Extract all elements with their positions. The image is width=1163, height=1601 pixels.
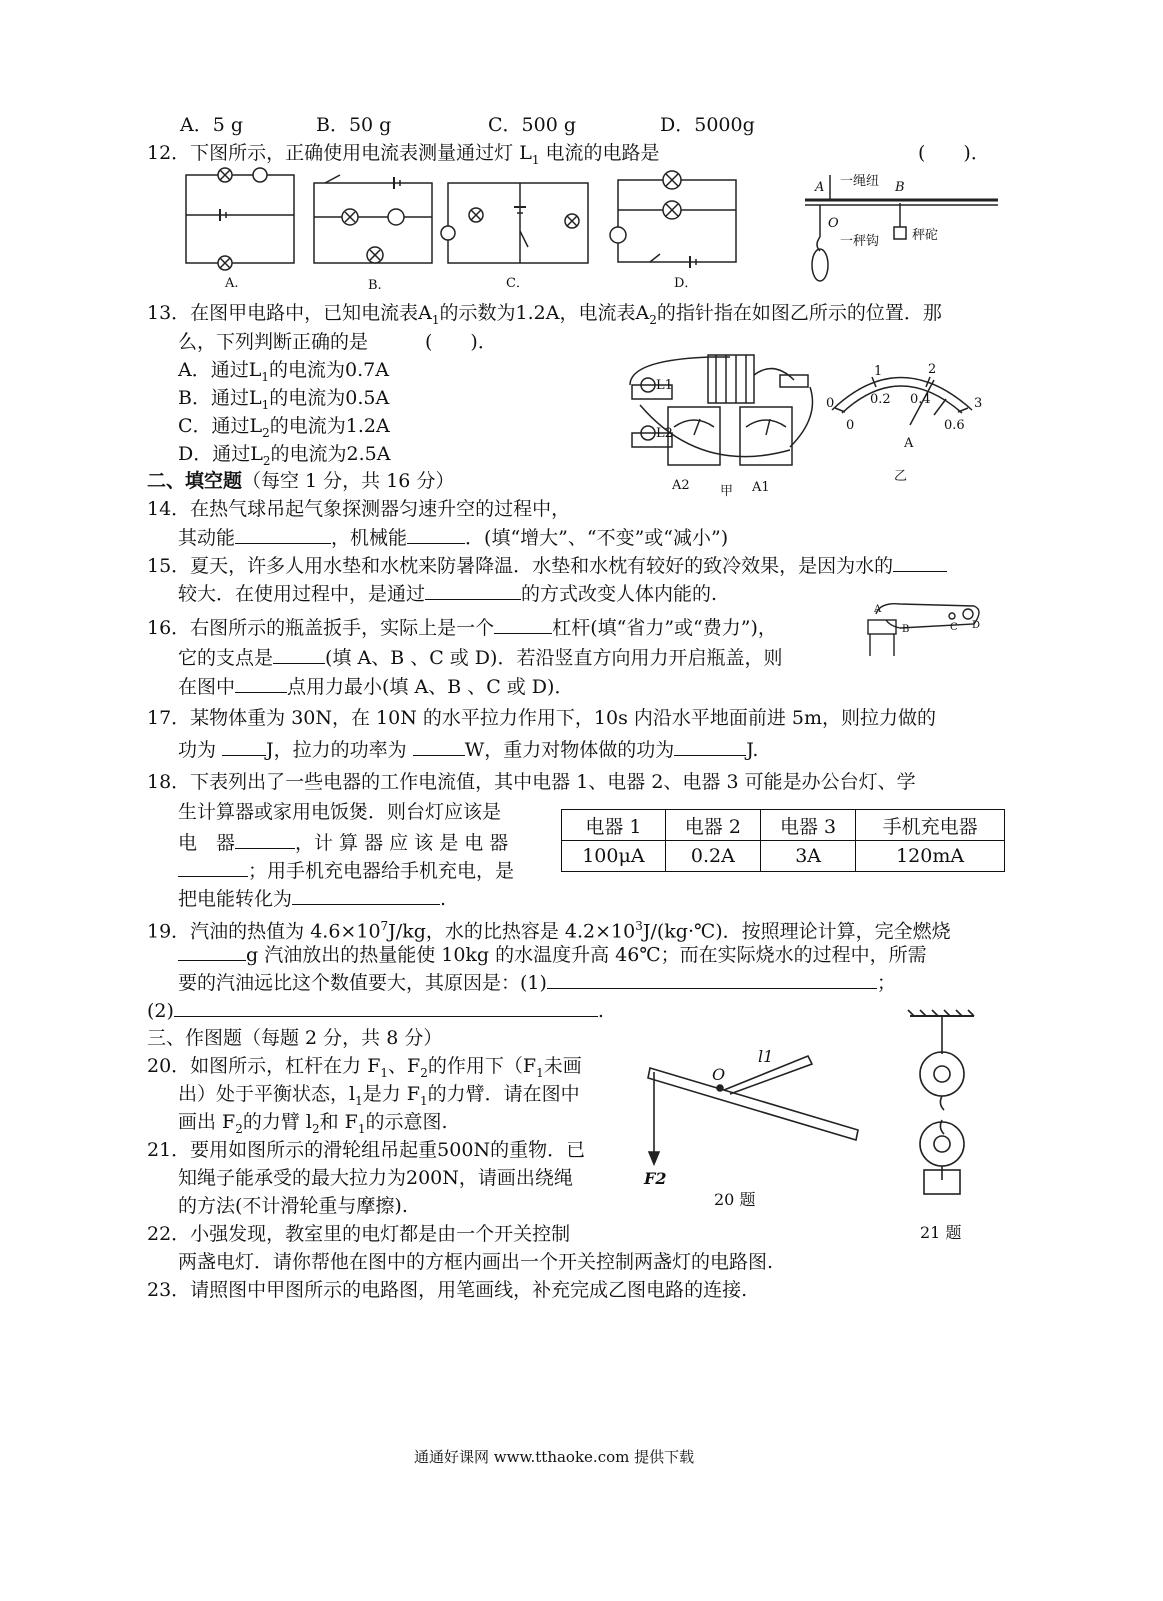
q21-line2: 知绳子能承受的最大拉力为200N，请画出绕绳 [178,1167,573,1189]
q18-line2: 生计算器或家用电饭煲．则台灯应该是 [178,801,502,823]
q13-option-a: A．通过$L_1$的电流为0.7A [178,359,389,384]
table-header-cell: 电器 2 [665,810,760,841]
svg-text:A: A [904,436,914,451]
svg-text:0.4: 0.4 [910,392,931,407]
section-2-heading: 二、填空题（每空 1 分，共 16 分） [147,470,455,492]
table-header-cell: 电器 3 [760,810,855,841]
svg-text:B: B [902,624,910,635]
q17-line1: 17．某物体重为 30N，在 10N 的水平拉力作用下，10s 内沿水平地面前进 5m，则拉力做的 [147,707,937,729]
q16-line1: 16．右图所示的瓶盖扳手，实际上是一个 杠杆(填“省力”或“费力”)， [147,617,777,639]
q19-line3: 要的汽油远比这个数值要大，其原因是：(1) ； [178,972,896,994]
svg-text:F2: F2 [644,1169,667,1188]
table-cell: 0.2A [665,841,760,872]
q20-line1: 20．如图所示，杠杆在力 $F_1$、$F_2$的作用下（$F_1$未画 [147,1055,582,1080]
svg-text:L2: L2 [656,426,673,441]
svg-text:一绳纽: 一绳纽 [840,174,880,189]
q21-line1: 21．要用如图所示的滑轮组吊起重500N的重物．已 [147,1139,586,1161]
svg-text:0.2: 0.2 [870,392,891,407]
table-header-row [562,810,1005,841]
q13-option-c: C．通过$L_2$的电流为1.2A [178,415,390,440]
q19-line1: 19．汽油的热值为 $4.6\times 10^7J/kg$，水的比热容是 $4.2\times 10^3J/(kg\cdot℃)$．按照理论计算，完全燃烧 [147,919,951,943]
q18-current-table [561,809,1005,872]
q13-stem-line2: 么，下列判断正确的是 ( )． [178,331,497,353]
table-header-cell: 电器 1 [562,810,666,841]
q12-paren: ( )． [918,142,990,164]
svg-text:A: A [815,180,825,195]
table-cell: 100μA [562,841,666,872]
svg-text:3: 3 [974,396,983,411]
svg-text:一秤钩: 一秤钩 [840,234,880,249]
q11-option-d: D．5000g [660,114,755,136]
q18-line3: 电 器 ，计 算 器 应 该 是 电 器 [178,832,509,854]
svg-text:0: 0 [846,418,855,433]
q14-line1: 14．在热气球吊起气象探测器匀速升空的过程中， [147,498,571,520]
svg-text:D．: D． [674,276,698,291]
table-cell: 120mA [856,841,1005,872]
q13-option-d: D．通过$L_2$的电流为2.5A [178,443,391,468]
q21-line3: 的方法(不计滑轮重与摩擦). [178,1195,408,1217]
svg-text:秤砣: 秤砣 [912,228,939,243]
q13-option-b: B．通过$L_1$的电流为0.5A [178,387,390,412]
table-row [562,841,1005,872]
svg-text:D: D [972,620,981,631]
svg-text:O: O [828,216,839,231]
svg-text:A1: A1 [752,480,770,495]
q12-stem: 12．下图所示，正确使用电流表测量通过灯 $L_1$ 电流的电路是 [147,142,660,167]
section-3-heading: 三、作图题（每题 2 分，共 8 分） [147,1027,443,1049]
q11-option-b: B．50 g [316,114,392,136]
svg-text:0: 0 [826,396,835,411]
q13-stem-line1: 13．在图甲电路中，已知电流表$A_1$的示数为1.2A，电流表$A_2$的指针指在如图乙所示的位置．那 [147,302,942,327]
svg-text:甲: 甲 [720,484,734,499]
table-header-cell: 手机充电器 [856,810,1005,841]
svg-text:C．: C． [506,276,529,291]
q14-line2: 其动能 ，机械能 ．(填“增大”、“不变”或“减小”) [178,527,729,549]
q22-line2: 两盏电灯．请你帮他在图中的方框内画出一个开关控制两盏灯的电路图. [178,1251,774,1273]
q23-line1: 23．请照图中甲图所示的电路图，用笔画线，补充完成乙图电路的连接. [147,1279,748,1301]
table-cell: 3A [760,841,855,872]
q21-pulley-figure [904,1010,984,1204]
svg-text:A.: A. [225,276,239,291]
q19-line2: g 汽油放出的热量能使 10kg 的水温度升高 46℃；而在实际烧水的过程中，所需 [178,942,927,967]
svg-text:1: 1 [874,364,883,379]
svg-text:A: A [874,604,882,615]
footer-text: 通通好课网 www.tthaoke.com 提供下载 [414,1448,695,1466]
svg-text:乙: 乙 [894,469,908,484]
svg-text:l1: l1 [758,1047,774,1066]
svg-text:2: 2 [928,362,937,377]
q12-circuit-figures [180,165,1020,294]
svg-text:B.: B. [368,278,382,293]
q15-line2: 较大．在使用过程中，是通过 的方式改变人体内能的. [178,583,718,605]
svg-text:O: O [712,1065,726,1084]
q18-line4: ；用手机充电器给手机充电，是 [178,858,514,883]
q13-circuit-figure [620,345,990,499]
q19-line4: (2) . [147,1000,604,1022]
q18-line5: 把电能转化为 . [178,888,447,910]
q20-line2: 出）处于平衡状态，$l_1$是力 $F_1$的力臂．请在图中 [178,1083,580,1108]
q16-line2: 它的支点是 (填 A、B 、C 或 D)．若沿竖直方向用力开启瓶盖，则 [178,647,783,669]
svg-text:A2: A2 [672,478,690,493]
q18-line1: 18．下表列出了一些电器的工作电流值，其中电器 1、电器 2、电器 3 可能是办公台灯、学 [147,771,916,793]
q16-bottle-opener-figure [862,598,992,664]
q22-line1: 22．小强发现，教室里的电灯都是由一个开关控制 [147,1223,571,1245]
q21-caption: 21 题 [920,1223,962,1242]
q20-line3: 画出 $F_2$的力臂 $l_2$和 $F_1$的示意图. [178,1111,448,1136]
q15-line1: 15．夏天，许多人用水垫和水枕来防暑降温．水垫和水枕有较好的致冷效果，是因为水的 [147,553,947,578]
q11-option-c: C．500 g [488,114,577,136]
svg-text:B: B [895,180,905,195]
svg-text:0.6: 0.6 [944,418,965,433]
q20-caption: 20 题 [714,1190,756,1209]
q11-option-a: A．5 g [180,114,244,136]
q16-line3: 在图中 点用力最小(填 A、B 、C 或 D)． [178,676,574,698]
svg-text:L1: L1 [656,378,673,393]
q17-line2: 功为 J，拉力的功率为 W，重力对物体做的功为 J. [178,739,759,761]
svg-text:C: C [950,622,958,633]
